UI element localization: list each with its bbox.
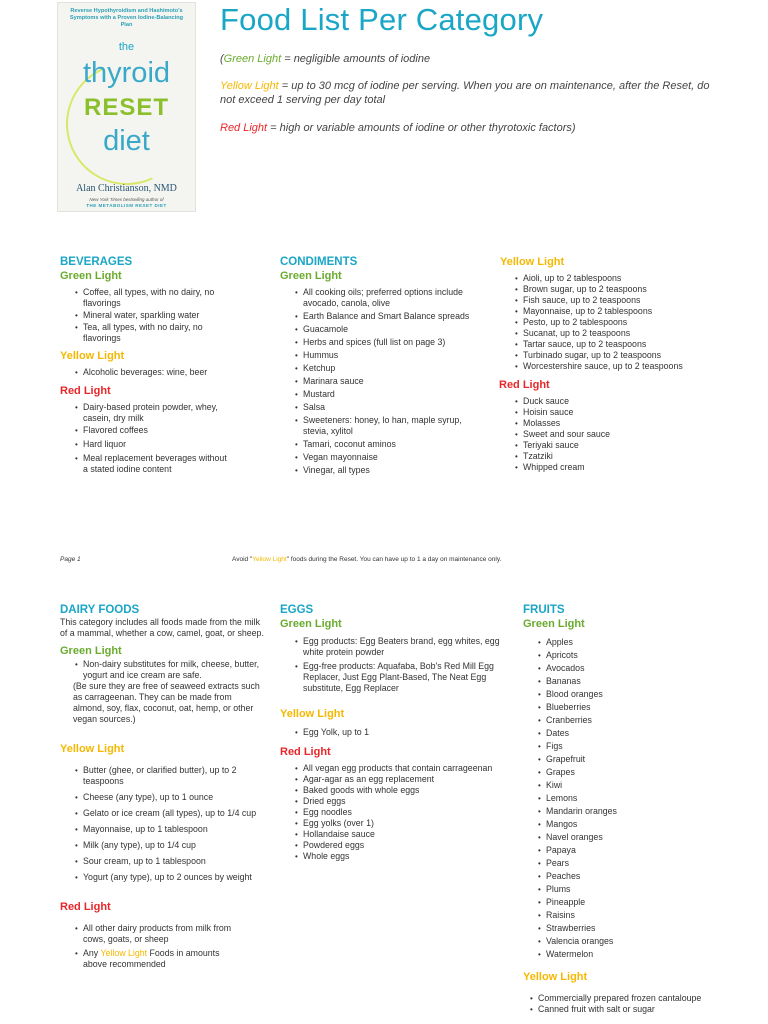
list-item: • Mustard: [303, 389, 470, 400]
category-title: FRUITS: [523, 604, 565, 616]
list-item: • Milk (any type), up to 1/4 cup: [83, 840, 265, 851]
list-item: • Tamari, coconut aminos: [303, 439, 470, 450]
footer-note-highlight: Yellow Light: [252, 556, 287, 563]
red-item-pre: Any: [83, 948, 101, 958]
list-item: • All cooking oils; preferred options include avocado, canola, olive: [303, 287, 470, 309]
category-condiments-continued: [500, 256, 710, 473]
list-item: • Tea, all types, with no dairy, no flavorings: [83, 322, 230, 344]
legend-open-paren: (: [220, 53, 224, 65]
list-item: • Pineapple: [546, 896, 723, 909]
red-item-highlight: Yellow Light: [100, 948, 148, 958]
list-item: • Avocados: [546, 662, 723, 675]
footer-note-pre: Avoid ": [232, 556, 253, 563]
list-item: • Duck sauce: [523, 396, 710, 407]
list-item: • Mayonnaise, up to 2 tablespoons: [523, 306, 710, 317]
list-item: • Plums: [546, 883, 723, 896]
list-item: • Agar-agar as an egg replacement: [303, 774, 502, 785]
page-number: Page 1: [60, 556, 81, 563]
list-item: • Egg-free products: Aquafaba, Bob's Red Mill Egg Replacer, Just Egg Plant-Based, The Neat Egg substitute, Egg Replacer: [303, 661, 502, 694]
list-item: • Canned fruit with salt or sugar: [538, 1004, 723, 1015]
list-item: • Ketchup: [303, 363, 470, 374]
cover-author: Alan Christianson, NMD: [76, 183, 177, 194]
list-item: • Mangos: [546, 818, 723, 831]
beverages-yellow-list: [60, 367, 230, 378]
eggs-green-list: [280, 636, 502, 694]
list-item: • Blood oranges: [546, 688, 723, 701]
green-light-heading: Green Light: [523, 618, 585, 630]
list-item: • Aioli, up to 2 tablespoons: [523, 273, 710, 284]
list-item: • Grapefruit: [546, 753, 723, 766]
legend-red-text: = high or variable amounts of iodine or other thyrotoxic factors): [267, 122, 576, 134]
red-item-post: Foods in amounts above recommended: [83, 948, 220, 969]
list-item: • Teriyaki sauce: [523, 440, 710, 451]
list-item: • Non-dairy substitutes for milk, cheese, butter, yogurt and ice cream are safe.: [83, 659, 265, 681]
footer-note-post: " foods during the Reset. You can have up to 1 a day on maintenance only.: [286, 556, 502, 563]
list-item: • Egg noodles: [303, 807, 502, 818]
list-item: • Hard liquor: [83, 439, 230, 450]
list-item: • Mandarin oranges: [546, 805, 723, 818]
list-item: • Vinegar, all types: [303, 465, 470, 476]
yellow-light-heading: Yellow Light: [500, 256, 565, 268]
list-item: • Dates: [546, 727, 723, 740]
list-item: • Mineral water, sparkling water: [83, 310, 230, 321]
list-item: • Bananas: [546, 675, 723, 688]
eggs-yellow-list: [280, 727, 502, 738]
legend-yellow-text: = up to 30 mcg of iodine per serving. When you are on maintenance, after the Reset, do not exceed 1 serving per day total: [220, 80, 710, 106]
beverages-green-list: [60, 287, 230, 344]
legend-yellow: [220, 79, 720, 107]
cover-diet: diet: [103, 125, 150, 157]
list-item: • Figs: [546, 740, 723, 753]
list-item: • Baked goods with whole eggs: [303, 785, 502, 796]
category-title: EGGS: [280, 604, 314, 616]
list-item: • Egg Yolk, up to 1: [303, 727, 502, 738]
yellow-light-heading: Yellow Light: [523, 971, 588, 983]
list-item: • Hoisin sauce: [523, 407, 710, 418]
list-item: • Kiwi: [546, 779, 723, 792]
category-fruits: [523, 604, 723, 1015]
green-light-heading: Green Light: [280, 618, 342, 630]
category-title: BEVERAGES: [60, 256, 133, 268]
list-item: • Pears: [546, 857, 723, 870]
list-item: • Pesto, up to 2 tablespoons: [523, 317, 710, 328]
dairy-yellow-list: [60, 765, 265, 883]
legend-green-text: = negligible amounts of iodine: [281, 53, 431, 65]
fruits-green-list: [523, 636, 723, 961]
cover-thyroid: thyroid: [82, 57, 171, 89]
list-item: • Sweeteners: honey, lo han, maple syrup, stevia, xylitol: [303, 415, 470, 437]
list-item: • Peaches: [546, 870, 723, 883]
list-item: • Salsa: [303, 402, 470, 413]
list-item: • Navel oranges: [546, 831, 723, 844]
footer-note: [232, 556, 501, 563]
list-item: • Grapes: [546, 766, 723, 779]
beverages-red-list: [60, 402, 230, 475]
list-item: • Herbs and spices (full list on page 3): [303, 337, 470, 348]
cover-subtitle: Reverse Hypothyroidism and Hashimoto's Symptoms with a Proven Iodine-Balancing Plan: [69, 8, 184, 28]
list-item: • Guacamole: [303, 324, 470, 335]
legend-green-label: Green Light: [223, 53, 282, 65]
yellow-light-heading: Yellow Light: [280, 708, 345, 720]
list-item: • Alcoholic beverages: wine, beer: [83, 367, 230, 378]
list-item: • Cheese (any type), up to 1 ounce: [83, 792, 265, 803]
list-item: • Fish sauce, up to 2 teaspoons: [523, 295, 710, 306]
green-light-heading: Green Light: [60, 270, 122, 282]
list-item: • Gelato or ice cream (all types), up to 1/4 cup: [83, 808, 265, 819]
list-item: • Egg yolks (over 1): [303, 818, 502, 829]
category-beverages: [60, 256, 230, 475]
red-light-heading: Red Light: [60, 901, 111, 913]
dairy-red-list: [60, 923, 265, 970]
list-item: • Valencia oranges: [546, 935, 723, 948]
red-light-heading: Red Light: [280, 746, 331, 758]
category-title: CONDIMENTS: [280, 256, 358, 268]
yellow-light-heading: Yellow Light: [60, 350, 125, 362]
list-item: • Powdered eggs: [303, 840, 502, 851]
list-item: • All other dairy products from milk from cows, goats, or sheep: [83, 923, 233, 945]
list-item: • Tartar sauce, up to 2 teaspoons: [523, 339, 710, 350]
legend-red: [220, 121, 576, 135]
list-item: • Lemons: [546, 792, 723, 805]
category-eggs: [280, 604, 502, 862]
list-item: • Sweet and sour sauce: [523, 429, 710, 440]
list-item: • Watermelon: [546, 948, 723, 961]
list-item: • Egg products: Egg Beaters brand, egg whites, egg white protein powder: [303, 636, 502, 658]
category-condiments: [280, 256, 470, 476]
dairy-green-note: (Be sure they are free of seaweed extracts such as carrageenan. They can be made from almond, soy, flax, coconut, oat, hemp, or other vegan sources.): [73, 681, 260, 724]
category-title: DAIRY FOODS: [60, 604, 140, 616]
list-item: • Papaya: [546, 844, 723, 857]
list-item: • Molasses: [523, 418, 710, 429]
cover-reset: RESET: [83, 94, 169, 121]
cover-tagline: New York Times bestselling author of: [89, 197, 164, 202]
list-item: • Butter (ghee, or clarified butter), up to 2 teaspoons: [83, 765, 265, 787]
condiments-red-list: [500, 396, 710, 473]
list-item: • Turbinado sugar, up to 2 teaspoons: [523, 350, 710, 361]
list-item: • Dairy-based protein powder, whey, casein, dry milk: [83, 402, 230, 424]
list-item: • Worcestershire sauce, up to 2 teaspoons: [523, 361, 710, 372]
list-item: • Hollandaise sauce: [303, 829, 502, 840]
list-item: [83, 948, 243, 970]
legend-red-label: Red Light: [220, 122, 268, 134]
list-item: • Apples: [546, 636, 723, 649]
list-item: • Vegan mayonnaise: [303, 452, 470, 463]
list-item: • Tzatziki: [523, 451, 710, 462]
list-item: • Mayonnaise, up to 1 tablespoon: [83, 824, 265, 835]
list-item: • Marinara sauce: [303, 376, 470, 387]
list-item: • Brown sugar, up to 2 teaspoons: [523, 284, 710, 295]
list-item: • Earth Balance and Smart Balance spreads: [303, 311, 470, 322]
page-title: Food List Per Category: [220, 2, 544, 37]
eggs-red-list: [280, 763, 502, 862]
list-item: • Dried eggs: [303, 796, 502, 807]
list-item: • Yogurt (any type), up to 2 ounces by weight: [83, 872, 265, 883]
list-item: • Coffee, all types, with no dairy, no flavorings: [83, 287, 230, 309]
list-item: • Sucanat, up to 2 teaspoons: [523, 328, 710, 339]
yellow-light-heading: Yellow Light: [60, 743, 125, 755]
dairy-green-list: [60, 659, 265, 681]
list-item: • Flavored coffees: [83, 425, 230, 436]
condiments-green-list: [280, 287, 470, 476]
cover-the: the: [118, 41, 135, 53]
category-dairy: [60, 604, 265, 970]
red-light-heading: Red Light: [60, 385, 111, 397]
green-light-heading: Green Light: [60, 645, 122, 657]
list-item: • Cranberries: [546, 714, 723, 727]
list-item: • Hummus: [303, 350, 470, 361]
legend-green: [220, 52, 430, 66]
cover-book-name: THE METABOLISM RESET DIET: [86, 203, 167, 208]
list-item: • Whipped cream: [523, 462, 710, 473]
list-item: • Apricots: [546, 649, 723, 662]
list-item: • All vegan egg products that contain carrageenan: [303, 763, 502, 774]
list-item: • Meal replacement beverages without a stated iodine content: [83, 453, 230, 475]
category-description: This category includes all foods made from the milk of a mammal, whether a cow, camel, goat, or sheep.: [60, 617, 264, 638]
green-light-heading: Green Light: [280, 270, 342, 282]
book-cover-image: [57, 2, 196, 212]
list-item: • Sour cream, up to 1 tablespoon: [83, 856, 265, 867]
list-item: • Whole eggs: [303, 851, 502, 862]
list-item: • Raisins: [546, 909, 723, 922]
red-light-heading: Red Light: [499, 379, 550, 391]
list-item: • Commercially prepared frozen cantaloupe: [538, 993, 723, 1004]
fruits-yellow-list: [523, 993, 723, 1015]
legend-yellow-label: Yellow Light: [220, 80, 279, 92]
list-item: • Strawberries: [546, 922, 723, 935]
list-item: • Blueberries: [546, 701, 723, 714]
condiments-yellow-list: [500, 273, 710, 372]
